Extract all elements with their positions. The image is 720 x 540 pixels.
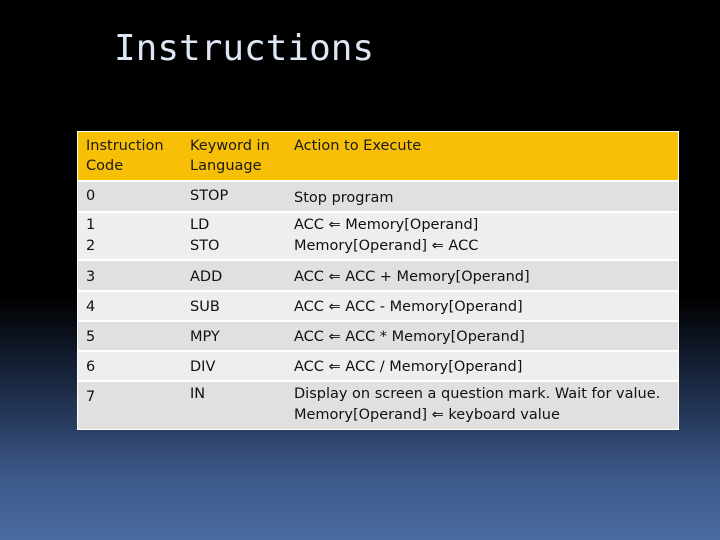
cell-keyword: ADD xyxy=(182,260,286,291)
cell-action xyxy=(286,212,678,260)
header-instruction-code: Instruction Code xyxy=(78,132,182,181)
cell-code: 5 xyxy=(78,321,182,351)
cell-code: 7 xyxy=(78,381,182,429)
cell-code: 3 xyxy=(78,260,182,291)
cell-action-line: ACC ⇐ Memory[Operand] xyxy=(294,217,479,233)
cell-action: ACC ⇐ ACC - Memory[Operand] xyxy=(286,291,678,321)
cell-code-line: 1 xyxy=(86,217,96,233)
table-row xyxy=(78,381,678,429)
cell-code: 6 xyxy=(78,351,182,381)
header-keyword: Keyword in Language xyxy=(182,132,286,181)
table-row xyxy=(78,321,678,351)
cell-action: ACC ⇐ ACC / Memory[Operand] xyxy=(286,351,678,381)
cell-keyword: DIV xyxy=(182,351,286,381)
slide-title: Instructions xyxy=(114,28,375,69)
table-row xyxy=(78,181,678,212)
cell-keyword-line: LD xyxy=(190,217,210,233)
table-row xyxy=(78,212,678,260)
cell-action-line: Memory[Operand] ⇐ ACC xyxy=(294,238,479,254)
table-header-row xyxy=(78,132,678,181)
cell-keyword: SUB xyxy=(182,291,286,321)
cell-action: ACC ⇐ ACC * Memory[Operand] xyxy=(286,321,678,351)
cell-keyword: IN xyxy=(182,381,286,429)
cell-action: ACC ⇐ ACC + Memory[Operand] xyxy=(286,260,678,291)
instruction-table xyxy=(77,131,679,430)
cell-code: 0 xyxy=(78,181,182,212)
table-row xyxy=(78,351,678,381)
cell-keyword: STOP xyxy=(182,181,286,212)
cell-code: 4 xyxy=(78,291,182,321)
cell-action: Stop program xyxy=(286,181,678,212)
table-row xyxy=(78,291,678,321)
cell-code-line: 2 xyxy=(86,238,96,254)
cell-action-line: Display on screen a question mark. Wait for value. xyxy=(294,386,661,402)
cell-keyword xyxy=(182,212,286,260)
cell-action-line: Memory[Operand] ⇐ keyboard value xyxy=(294,407,560,423)
cell-code xyxy=(78,212,182,260)
table-row xyxy=(78,260,678,291)
cell-keyword-line: STO xyxy=(190,238,220,254)
cell-action xyxy=(286,381,678,429)
cell-keyword: MPY xyxy=(182,321,286,351)
header-action: Action to Execute xyxy=(286,132,678,181)
